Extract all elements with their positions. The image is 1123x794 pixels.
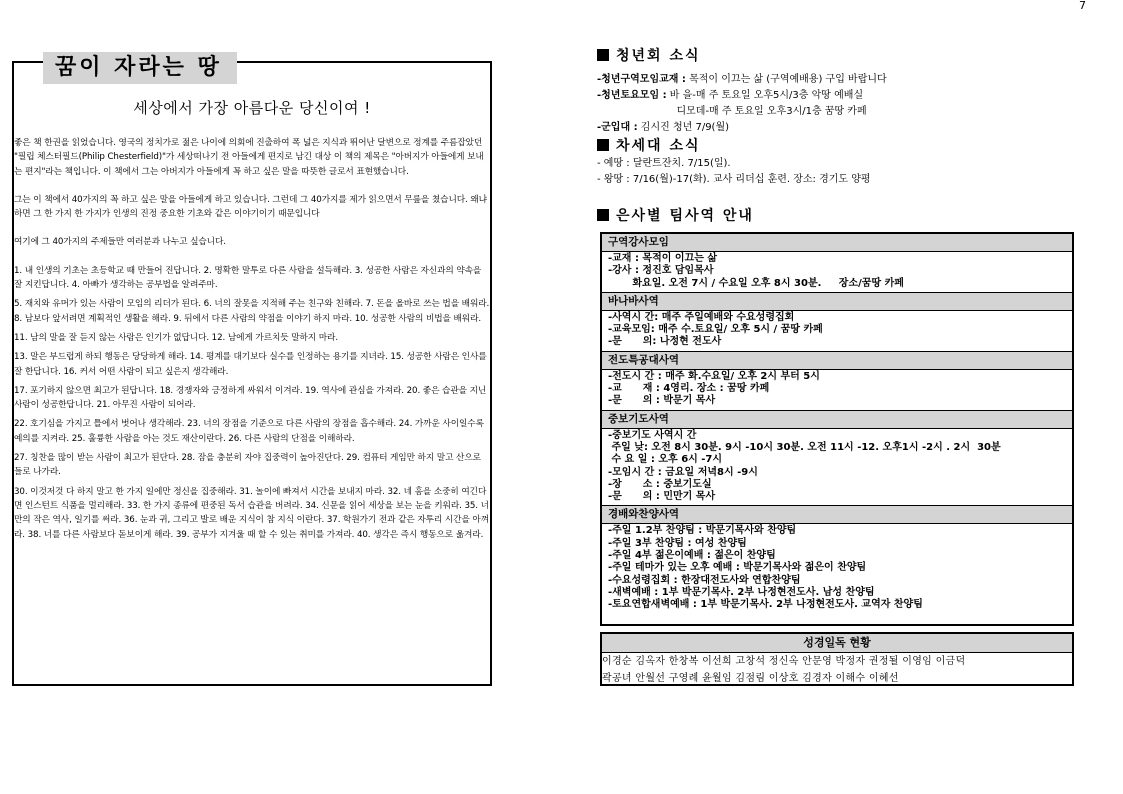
ministry-section-title: 바나바사역 xyxy=(602,292,1072,311)
column-body xyxy=(14,136,490,547)
youth-heading xyxy=(597,45,701,65)
paragraph: 5. 재치와 유머가 있는 사람이 모임의 리더가 된다. 6. 너의 잘못을 지적해 주는 친구와 친해라. 7. 돈을 올바로 쓰는 법을 배워라. 8. 남보다 앞서려면 계획적인 생활을 해라. 9. 뒤에서 다른 사람의 약점을 이야기 하지 마라. 10. 성공한 사람의 비법을 배워라. xyxy=(14,299,490,324)
youth-line: -청년구역모임교재 : 목적이 이끄는 삶 (구역예배용) 구입 바랍니다 xyxy=(597,74,887,85)
reading-table xyxy=(600,632,1074,686)
paragraph: 22. 호기심을 가지고 틀에서 벗어나 생각해라. 23. 너의 장점을 기준으로 다른 사람의 장점을 흡수해라. 24. 가까운 사이일수록 예의를 지켜라. 25. 훌륭한 사람을 아는 것도 재산이란다. 26. 다른 사람의 단점을 이해하라. xyxy=(14,419,484,444)
paragraph: 여기에 그 40가지의 주제들만 여러분과 나누고 싶습니다. xyxy=(14,237,226,248)
ministry-section-body: -전도시 간 : 매주 화.수요일/ 오후 2시 부터 5시 -교 재 : 4영리. 장소 : 꿈땅 카페 -문 의 : 박문기 목사 xyxy=(608,370,820,407)
youth-line: 디모데-매 주 토요일 오후3시/1층 꿈땅 카페 xyxy=(597,106,867,117)
paragraph: 27. 칭찬을 많이 받는 사람이 최고가 된단다. 28. 잠을 충분히 자야 집중력이 높아진단다. 29. 컴퓨터 게임만 하지 말고 산으로 들로 나가라. xyxy=(14,453,481,478)
square-bullet-icon xyxy=(597,209,609,221)
ministry-table xyxy=(600,232,1074,626)
ministry-section-title: 구역강사모임 xyxy=(602,234,1072,252)
paragraph: 그는 이 책에서 40가지의 꼭 하고 싶은 말을 아들에게 하고 있습니다. 그런데 그 40가지를 제가 읽으면서 무릎을 쳤습니다. 왜냐하면 그 한 가지 한 가지가 인생의 진정 중요한 기초와 같은 이야기이기 때문입니다 xyxy=(14,194,487,220)
ministry-heading xyxy=(597,205,754,225)
nextgen-heading-text: 차세대 소식 xyxy=(616,138,701,154)
ministry-section-title: 경배와찬양사역 xyxy=(602,505,1072,524)
ministry-section-body: -중보기도 사역시 간 주일 낮: 오전 8시 30분. 9시 -10시 30분. 오전 11시 -12. 오후1시 -2시 . 2시 30분 수 요 일 : 오후 6시 -7시 -모임시 간 : 금요일 저녁8시 -9시 -장 소 : 중보기도실 -문 의 : 민만기 목사 xyxy=(608,429,1001,503)
square-bullet-icon xyxy=(597,139,609,151)
nextgen-line: - 예땅 : 달란트잔치. 7/15(일). xyxy=(597,158,731,169)
nextgen-lines xyxy=(597,156,871,188)
youth-lines xyxy=(597,72,887,136)
reading-names-row: 이경순 김옥자 한창복 이선희 고창석 정신옥 안문영 박정자 권정될 이영임 이금덕 xyxy=(602,656,966,667)
column-subtitle: 세상에서 가장 아름다운 당신이여 ! xyxy=(133,99,371,117)
youth-heading-text: 청년회 소식 xyxy=(616,48,701,64)
paragraph: 30. 이것저것 다 하지 말고 한 가지 일에만 정신을 집중해라. 31. 놀이에 빠져서 시간을 보내지 마라. 32. 네 홈을 소중히 여긴다면 인스턴트 식품을 멀리해라. 33. 한 가지 종류에 편중된 독서 습관을 버려라. 34. 신문을 읽어 세상을 보는 눈을 키워라. 35. 너만의 작은 역사, 일기를 써라. 36. 눈과 귀, 그리고 발로 배운 지식이 참 지식 이란다. 37. 학원가기 전과 같은 자투리 시간을 아껴라. 38. 너를 다른 사람보다 돋보이게 해라. 39. 공부가 지겨울 때 할 수 있는 취미를 가져라. 40. 생각은 즉시 행동으로 옮겨라. xyxy=(14,486,490,540)
paragraph: 좋은 책 한권을 읽었습니다. 영국의 정치가로 젊은 나이에 의회에 진출하여 폭 넓은 지식과 뛰어난 달변으로 정계를 주름잡았던 "필립 체스터필드(Philip Chesterfield)"가 세상떠나기 전 아들에게 편지로 남긴 대상 이 책의 제목은 "아버지가 아들에게 보내는 편지"라는 책입니다. 이 책에서 그는 아버지가 아들에게 꼭 하고 싶은 말을 따뜻한 글로서 표현했습니다. xyxy=(14,138,484,177)
ministry-heading-text: 은사별 팀사역 안내 xyxy=(616,208,754,224)
ministry-section-title: 중보기도사역 xyxy=(602,410,1072,429)
column-title: 꿈이 자라는 땅 xyxy=(43,52,237,84)
paragraph: 11. 남의 말을 잘 듣지 않는 사람은 인기가 없답니다. 12. 남에게 가르치듯 말하지 마라. xyxy=(14,332,339,343)
ministry-section-title: 전도특공대사역 xyxy=(602,351,1072,370)
youth-line: -청년토요모임 : 바 을-매 주 토요일 오후5시/3층 악땅 예배실 xyxy=(597,90,864,101)
ministry-section-body: -교재 : 목적이 이끄는 삶 -강사 : 정진호 담임목사 화요일. 오전 7시 / 수요일 오후 8시 30분. 장소/꿈땅 카페 xyxy=(608,253,904,289)
paragraph: 1. 내 인생의 기초는 초등학교 때 만들어 진답니다. 2. 명확한 말투로 다른 사람을 설득해라. 3. 성공한 사람은 자신과의 약속을 잘 지킨답니다. 4. 아빠가 생각하는 공부법을 알려주마. xyxy=(14,265,482,291)
nextgen-heading xyxy=(597,135,701,155)
reading-heading: 성경일독 현황 xyxy=(602,634,1072,653)
youth-line: -군입대 : 김시진 청년 7/9(월) xyxy=(597,122,730,133)
ministry-section-body: -사역시 간: 매주 주일예배와 수요성령집회 -교육모임: 매주 수.토요일/ 오후 5시 / 꿈땅 카페 -문 의: 나정현 전도사 xyxy=(608,311,823,348)
square-bullet-icon xyxy=(597,49,609,61)
nextgen-line: - 왕땅 : 7/16(월)-17(화). 교사 리더십 훈련. 장소: 경기도 양평 xyxy=(597,174,871,185)
reading-names-row: 곽공녀 안월선 구영례 윤월임 김점림 이상호 김경자 이해수 이혜선 xyxy=(602,673,899,684)
page-mark: 7 xyxy=(1079,0,1086,12)
ministry-section-body: -주일 1.2부 찬양팀 : 박문기목사와 찬양팀 -주일 3부 찬양팀 : 여성 찬양팀 -주일 4부 젊은이예배 : 젊은이 찬양팀 -주일 테마가 있는 오후 예배 : 박문기목사와 젊은이 찬양팀 -수요성령집회 : 한장대전도사와 연합찬양팀 -새벽예배 : 1부 박문기목사. 2부 나정현전도사. 남성 찬양팀 -토요연합새벽예배 : 1부 박문기목사. 2부 나정현전도사. 교역자 찬양팀 xyxy=(608,525,923,611)
paragraph: 17. 포기하지 않으면 최고가 된답니다. 18. 경쟁자와 긍정하게 싸워서 이겨라. 19. 역사에 관심을 가져라. 20. 좋은 습관을 지닌 사람이 성공한답니다. 21. 아무진 사람이 되어라. xyxy=(14,385,487,411)
paragraph: 13. 말은 부드럽게 하되 행동은 당당하게 해라. 14. 평계를 대기보다 실수를 인정하는 용기를 지녀라. 15. 성공한 사람은 인사를 잘 한답니다. 16. 커서 어떤 사람이 되고 싶은지 생각해라. xyxy=(14,352,487,377)
